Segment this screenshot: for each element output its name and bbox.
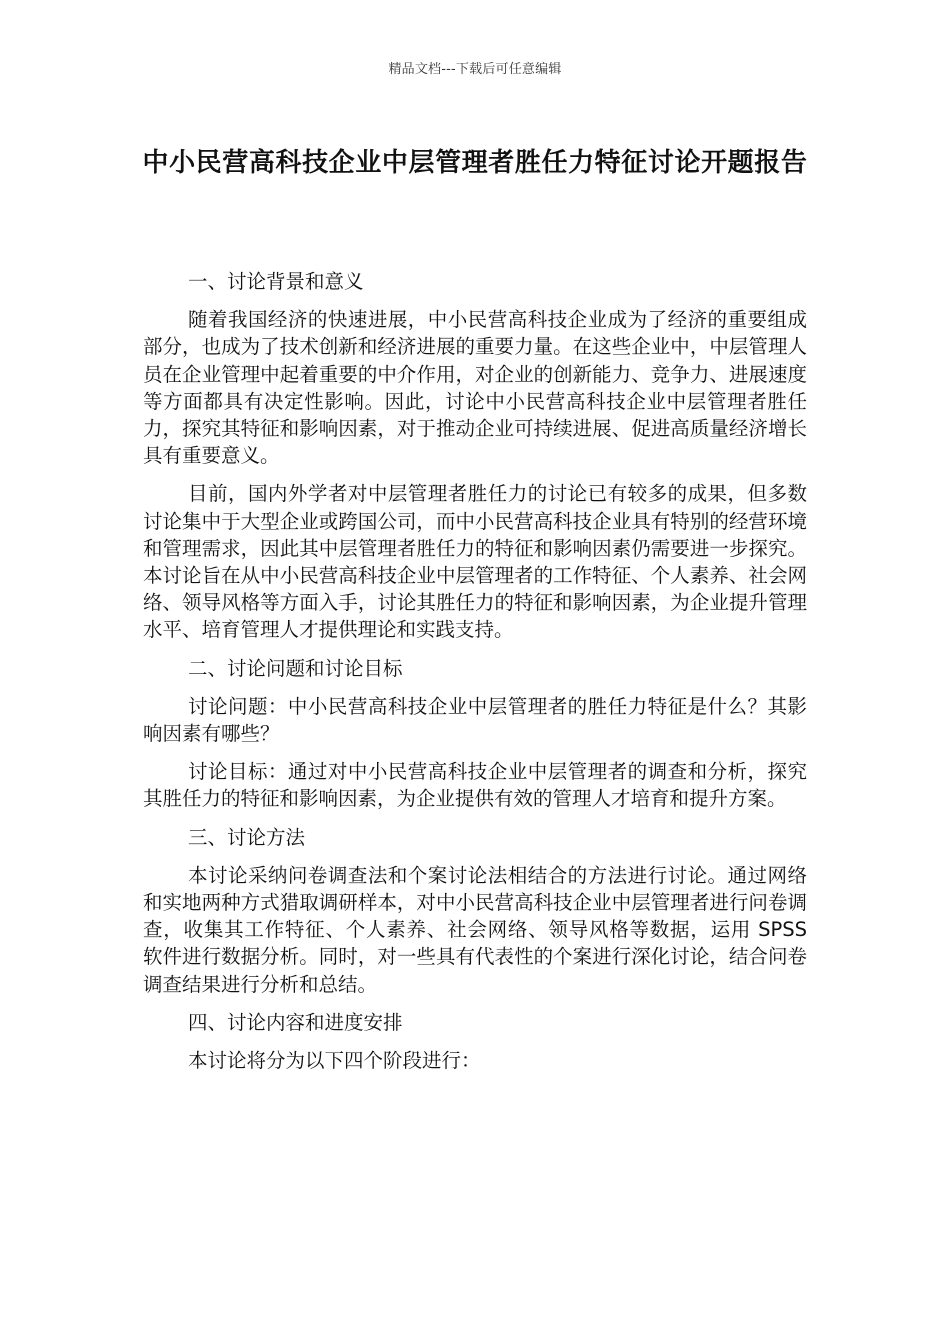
paragraph-schedule-intro: 本讨论将分为以下四个阶段进行： [188,1049,481,1073]
paragraph-background-1: 随着我国经济的快速进展，中小民营高科技企业成为了经济的重要组成部分，也成为了技术创新和经济进展的重要力量。在这些企业中，中层管理人员在企业管理中起着重要的中介作用，对企业的创新能力、竞争力、进展速度等方面都具有决定性影响。因此，讨论中小民营高科技企业中层管理者胜任力，探究其特征和影响因素，对于推动企业可持续进展、促进高质量经济增长具有重要意义。 [143,308,807,468]
section-heading-background: 一、讨论背景和意义 [188,270,364,293]
paragraph-research-goal: 讨论目标：通过对中小民营高科技企业中层管理者的调查和分析，探究其胜任力的特征和影响因素，为企业提供有效的管理人才培育和提升方案。 [143,760,807,811]
paragraph-research-question: 讨论问题：中小民营高科技企业中层管理者的胜任力特征是什么？其影响因素有哪些？ [143,694,807,746]
section-heading-schedule: 四、讨论内容和进度安排 [188,1010,403,1034]
document-title: 中小民营高科技企业中层管理者胜任力特征讨论开题报告 [142,148,808,178]
paragraph-background-2: 目前，国内外学者对中层管理者胜任力的讨论已有较多的成果，但多数讨论集中于大型企业或跨国公司，而中小民营高科技企业具有特别的经营环境和管理需求，因此其中层管理者胜任力的特征和影响因素仍需要进一步探究。本讨论旨在从中小民营高科技企业中层管理者的工作特征、个人素养、社会网络、领导风格等方面入手，讨论其胜任力的特征和影响因素，为企业提升管理水平、培育管理人才提供理论和实践支持。 [143,482,807,642]
document-body [143,268,807,1085]
section-heading-questions: 二、讨论问题和讨论目标 [188,656,403,680]
header-note: 精品文档---下载后可任意编辑 [388,62,562,77]
paragraph-method: 本讨论采纳问卷调查法和个案讨论法相结合的方法进行讨论。通过网络和实地两种方式猎取调研样本，对中小民营高科技企业中层管理者进行问卷调查，收集其工作特征、个人素养、社会网络、领导风格等数据，运用 SPSS 软件进行数据分析。同时，对一些具有代表性的个案进行深化讨论，结合问卷调查结果进行分析和总结。 [143,863,807,996]
section-heading-method: 三、讨论方法 [188,825,306,849]
